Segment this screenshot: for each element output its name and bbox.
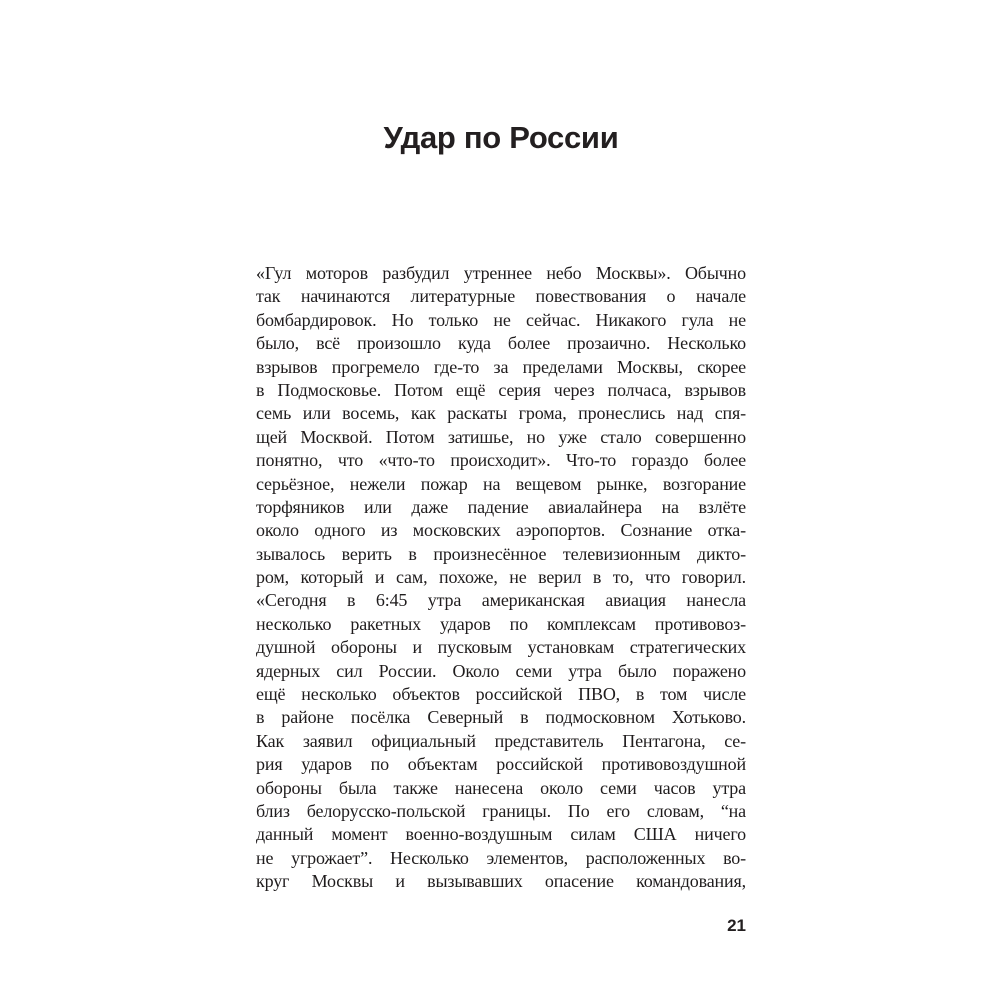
text-line: ещё несколько объектов российской ПВО, в том числе bbox=[256, 684, 746, 705]
text-line: взрывов прогремело где-то за пределами Москвы, скорее bbox=[256, 356, 746, 377]
text-line: «Сегодня в 6:45 утра американская авиация нанесла bbox=[256, 590, 746, 611]
text-line: было, всё произошло куда более прозаично. Несколько bbox=[256, 333, 746, 354]
text-line: так начинаются литературные повествования о начале bbox=[256, 286, 746, 307]
text-line: данный момент военно-воздушным силам США ничего bbox=[256, 824, 746, 845]
body-text bbox=[256, 262, 746, 894]
text-line: круг Москвы и вызывавших опасение командования, bbox=[256, 871, 746, 892]
text-line: в Подмосковье. Потом ещё серия через полчаса, взрывов bbox=[256, 379, 746, 400]
text-line: зывалось верить в произнесённое телевизионным дикто- bbox=[256, 543, 746, 564]
text-line: ром, который и сам, похоже, не верил в то, что говорил. bbox=[256, 567, 746, 588]
text-line: обороны была также нанесена около семи часов утра bbox=[256, 777, 746, 798]
text-line: в районе посёлка Северный в подмосковном Хотьково. bbox=[256, 707, 746, 728]
text-line: торфяников или даже падение авиалайнера на взлёте bbox=[256, 496, 746, 517]
text-line: несколько ракетных ударов по комплексам противовоз- bbox=[256, 613, 746, 634]
text-line: бомбардировок. Но только не сейчас. Никакого гула не bbox=[256, 309, 746, 330]
text-line: щей Москвой. Потом затишье, но уже стало совершенно bbox=[256, 426, 746, 447]
text-line: серьёзное, нежели пожар на вещевом рынке, возгорание bbox=[256, 473, 746, 494]
text-line: Как заявил официальный представитель Пентагона, се- bbox=[256, 730, 746, 751]
text-line: близ белорусско-польской границы. По его словам, “на bbox=[256, 800, 746, 821]
text-line: около одного из московских аэропортов. Сознание отка- bbox=[256, 520, 746, 541]
text-line: семь или восемь, как раскаты грома, пронеслись над спя- bbox=[256, 403, 746, 424]
chapter-title: Удар по России bbox=[383, 120, 619, 155]
text-line: ядерных сил России. Около семи утра было поражено bbox=[256, 660, 746, 681]
text-line: рия ударов по объектам российской противовоздушной bbox=[256, 754, 746, 775]
text-line: «Гул моторов разбудил утреннее небо Москвы». Обычно bbox=[256, 263, 746, 283]
text-line: понятно, что «что-то происходит». Что-то гораздо более bbox=[256, 450, 746, 471]
text-line: не угрожает”. Несколько элементов, расположенных во- bbox=[256, 847, 746, 868]
page-number: 21 bbox=[727, 916, 746, 935]
text-line: душной обороны и пусковым установкам стратегических bbox=[256, 637, 746, 658]
